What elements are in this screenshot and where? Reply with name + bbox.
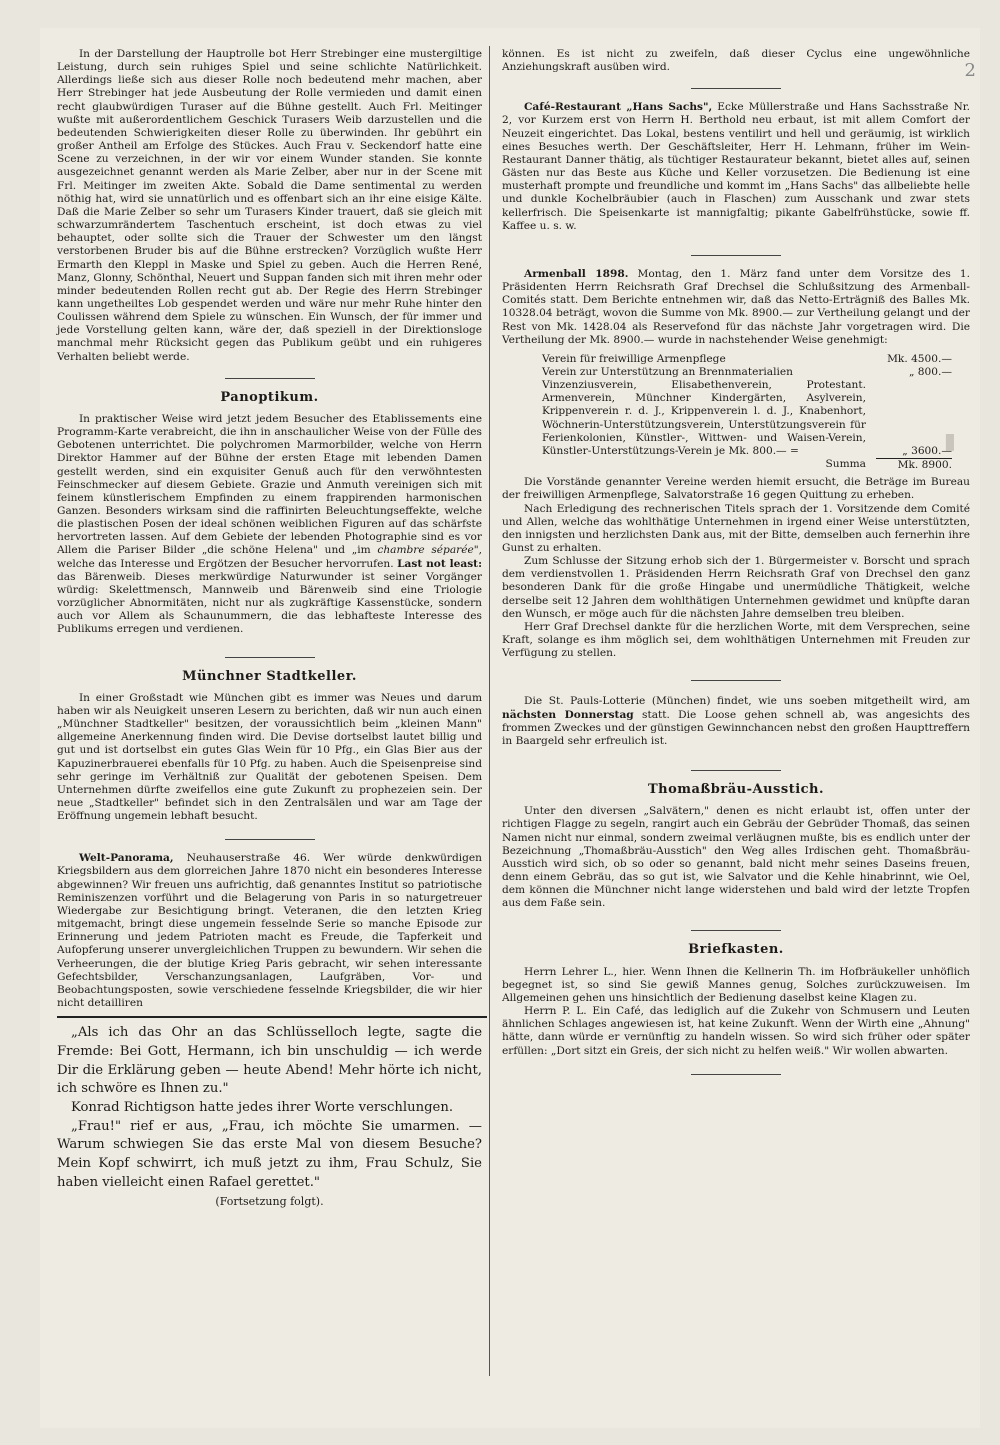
briefkasten-heading: Briefkasten. xyxy=(688,942,784,958)
distribution-amount: „ 3600.— xyxy=(902,444,952,457)
panoptikum-text-part: das Bärenweib. Dieses merkwürdige Naturwunder ist seiner Vorgänger würdig: Skelettmensch, Mannweib und Bärenweib sind eine Triologie vorzüglicher Abnormitäten, nicht nur als zugkräftige Kassenstücke, sondern auch vor Allem als Schaunummern, die das lebhafteste Interesse des Publikums erregen und verdienen. xyxy=(57,570,482,636)
stadtkeller-heading: Münchner Stadtkeller. xyxy=(182,668,357,684)
distribution-row xyxy=(542,353,952,366)
section-separator xyxy=(691,255,781,256)
distribution-label: Verein zur Unterstützung an Brennmaterialien xyxy=(542,365,793,378)
newspaper-page xyxy=(40,28,980,1428)
distribution-label: Vinzenziusverein, Elisabethenverein, Protestant. Armenverein, Münchner Kindergärten, Asylverein, Krippenverein r. d. J., Krippenverein l. d. J., Knabenhort, Wöchnerin-Unterstützungsverein, Unterstützungsverein für Ferienkolonien, Künstler-, Wittwen- und Waisen-Verein, Künstler-Unterstützungs-Verein je Mk. 800.— = xyxy=(542,379,866,457)
section-separator xyxy=(225,378,315,379)
panoptikum-heading: Panoptikum. xyxy=(220,389,319,405)
armenball-paragraph: Zum Schlusse der Sitzung erhob sich der 1. Bürgermeister v. Borscht und sprach dem verdienstvollen 1. Präsidenden Herrn Reichsrath Graf von Drechsel den ganz besonderen Dank für die große Hingabe und unermüdliche Thätigkeit, welche derselbe seit 12 Jahren dem wohlthätigen Unternehmen gewidmet und knüpfte daran den Wunsch, er möge auch für die nächsten Jahre demselben treu bleiben. xyxy=(502,555,970,620)
section-separator xyxy=(691,1074,781,1075)
section-separator xyxy=(691,88,781,89)
section-separator xyxy=(691,770,781,771)
left-column xyxy=(57,48,482,1209)
lotterie-bold: nächsten Donnerstag xyxy=(502,708,634,721)
panoptikum-text-part: In praktischer Weise wird jetzt jedem Besucher des Etablissements eine Programm-Karte verabreicht, die ihn in anschaulicher Weise von der Fülle des Gebotenen unterrichtet. Die polychromen Marmorbilder, welche von Herrn Direktor Hammer auf der Bühne der ersten Etage mit lebenden Damen gestellt werden, sind ein exquisiter Genuß auch für den verwöhntesten Feinschmecker auf diesem Gebiete. Grazie und Anmuth vereinigen sich mit feinem künstlerischem Empfinden zu einem frappirenden harmonischen Ganzen. Besonders wirksam sind die raffinirten Beleuchtungseffekte, welche die plastischen Posen der ideal schönen weiblichen Figuren auf das schärfste hervortreten lassen. Auf dem Gebiete der lebenden Photographie sind es vor Allem die Pariser Bilder „die schöne Helena" und „im xyxy=(57,412,482,557)
continuation-note: (Fortsetzung folgt). xyxy=(215,1195,324,1209)
feuilleton-rule xyxy=(57,1016,487,1018)
cafe-text xyxy=(502,101,970,233)
column-divider xyxy=(489,46,490,1376)
cafe-body: Ecke Müllerstraße und Hans Sachsstraße Nr. 2, vor Kurzem erst von Herrn H. Berthold neu erbaut, ist mit allem Comfort der Neuzeit eingerichtet. Das Lokal, bestens ventilirt und hell und geräumig, ist wirklich eines Besuches werth. Der Geschäftsleiter, Herr H. Lehmann, früher im Wein-Restaurant Danner thätig, als tüchtiger Restaurateur bekannt, bietet alles auf, seinen Gästen nur das Beste aus Küche und Keller vorzusetzen. Die Bedienung ist eine musterhaft prompte und freundliche und kommt im „Hans Sachs" das allbeliebte helle und dunkle Kochelbräubier (auch in Flaschen) zum Ausschank und zwar stets kellerfrisch. Die Speisenkarte ist mannigfaltig; pikante Gabelfrühstücke, sowie ff. Kaffee u. s. w. xyxy=(502,101,970,232)
lotterie-text xyxy=(502,695,970,748)
right-column xyxy=(502,48,970,1087)
distribution-amount: „ 800.— xyxy=(908,365,952,378)
section-separator xyxy=(225,839,315,840)
welt-panorama-text xyxy=(57,852,482,1010)
armenball-paragraph: Die Vorstände genannter Vereine werden hiemit ersucht, die Beträge im Bureau der freiwilligen Armenpflege, Salvatorstraße 16 gegen Quittung zu erheben. xyxy=(502,476,970,502)
sum-label: Summa xyxy=(825,458,866,471)
section-separator xyxy=(225,657,315,658)
distribution-row xyxy=(542,379,952,458)
armenball-paragraph: Herr Graf Drechsel dankte für die herzlichen Worte, mit dem Versprechen, seine Kraft, solange es ihm möglich sei, dem wohlthätigen Unternehmen mit Freuden zur Verfügung zu stellen. xyxy=(502,620,970,660)
armenball-paragraph: Nach Erledigung des rechnerischen Titels sprach der 1. Vorsitzende dem Comité und Allen, welche das wohlthätige Unternehmen in irgend einer Weise unterstützten, den innigsten und herzlichsten Dank aus, mit der Bitte, demselben auch fernerhin ihre Gunst zu erhalten. xyxy=(502,502,970,554)
story-paragraph: „Frau!" rief er aus, „Frau, ich möchte Sie umarmen. — Warum schwiegen Sie das erste Mal von diesem Besuche? Mein Kopf schwirrt, ich muß jetzt zu ihm, Frau Schulz, Sie haben vielleicht einen Rafael gerettet." xyxy=(57,1118,482,1190)
distribution-amount: Mk. 4500.— xyxy=(887,352,952,365)
story-paragraph: „Als ich das Ohr an das Schlüsselloch legte, sagte die Fremde: Bei Gott, Hermann, ich bin unschuldig — ich werde Dir die Erklärung geben — heute Abend! Mehr hörte ich nicht, ich schwöre es Ihnen zu." xyxy=(57,1025,482,1097)
panoptikum-text-part: ", welche das Interesse und Ergötzen der Besucher hervorrufen. xyxy=(57,544,482,570)
section-separator xyxy=(691,680,781,681)
welt-panorama-runin: Welt-Panorama, xyxy=(79,852,174,865)
lotterie-text-part: statt. Die Loose gehen schnell ab, was angesichts des frommen Zweckes und der günstigen Gewinnchancen nebst den großen Haupttreffern in Baargeld sehr erfreulich ist. xyxy=(502,708,970,747)
stadtkeller-text: In einer Großstadt wie München gibt es immer was Neues und darum haben wir als Neuigkeit unseren Lesern zu berichten, daß wir nun auch einen „Münchner Stadtkeller" besitzen, der voraussichtlich beim „kleinen Mann" allgemeine Anerkennung finden wird. Die Devise dortselbst lautet billig und gut und ist dortselbst ein gutes Glas Wein für 10 Pfg., ein Glas Bier aus der Kapuzinerbrauerei ebenfalls für 10 Pfg. zu haben. Auch die Speisenpreise sind sehr geringe im Verhältniß zur Qualität der gebotenen Speisen. Dem Unternehmen dürfte zweifellos eine gute Zukunft zu prophezeien sein. Der neue „Stadtkeller" befindet sich in den Zentralsälen und war am Tage der Eröffnung ungemein lebhaft besucht. xyxy=(57,691,482,823)
lotterie-text-part: Die St. Pauls-Lotterie (München) findet, wie uns soeben mitgetheilt wird, am xyxy=(524,695,970,708)
armenball-text xyxy=(502,268,970,347)
cyclus-continuation: können. Es ist nicht zu zweifeln, daß dieser Cyclus eine ungewöhnliche Anziehungskraft ausüben wird. xyxy=(502,48,970,74)
briefkasten-reply: Herrn P. L. Ein Café, das lediglich auf die Zukehr von Schmusern und Leuten ähnlichen Schlages angewiesen ist, hat keine Zukunft. Wenn der Wirth eine „Ahnung" hätte, dann würde er vernünftig zu handeln wissen. So wird sich früher oder später erfüllen: „Dort sitzt ein Greis, der sich nicht zu helfen weiß." Wir wollen abwarten. xyxy=(502,1005,970,1057)
bleed-through-mark: ▮ xyxy=(943,428,958,454)
briefkasten-reply: Herrn Lehrer L., hier. Wenn Ihnen die Kellnerin Th. im Hofbräukeller unhöflich begegnet ist, so sind Sie gewiß Mannes genug, Solches zurückzuweisen. Im Allgemeinen gehen uns hinsichtlich der Bedienung daselbst keine Klagen zu. xyxy=(502,965,970,1004)
panoptikum-emphasis: chambre séparée xyxy=(377,544,474,557)
thomas-heading: Thomaßbräu-Ausstich. xyxy=(647,782,825,798)
feuilleton-story xyxy=(57,1024,482,1208)
welt-panorama-body: Neuhauserstraße 46. Wer würde denkwürdigen Kriegsbildern aus dem glorreichen Jahre 1870 nicht ein besonderes Interesse abgewinnen? Wir freuen uns aufrichtig, daß genanntes Institut so patriotische Reminiszenzen vorführt und die Belagerung von Paris in so naturgetreuer Wiedergabe zur Besichtigung bringt. Veteranen, die den letzten Krieg mitgemacht, bringt diese ungemein fesselnde Serie so manche Episode zur Erinnerung und jedem Patrioten macht es Freude, die Tapferkeit und Aufopferung unserer unvergleichlichen Truppen zu bewundern. Wir sehen die Verheerungen, die der blutige Krieg Paris gebracht, wir sehen interessante Gefechtsbilder, Verschanzungsanlagen, Laufgräben, Vor- und Beobachtungsposten, sowie verschiedene fesselnde Kriegsbilder, die wir hier nicht detailliren xyxy=(57,852,482,1009)
thomas-text: Unter den diversen „Salvätern," denen es nicht erlaubt ist, offen unter der richtigen Flagge zu segeln, rangirt auch ein Gebräu der Gebrüder Thomaß, das seinen Namen nicht nur einmal, sondern zweimal verläugnen mußte, bis es endlich unter der Bezeichnung „Thomaßbräu-Ausstich" den Weg alles Irdischen geht. Thomaßbräu-Ausstich wird sich, ob so oder so genannt, bald nicht mehr seines Daseins freuen, denn einem Gebräu, das so gut ist, wie Salvator und die Kehle hinabrinnt, wie Oel, dem können die Münchner nicht lange widerstehen und bald wird der letzte Tropfen aus dem Faße sein. xyxy=(502,805,970,910)
distribution-label: Verein für freiwillige Armenpflege xyxy=(542,352,726,365)
panoptikum-text xyxy=(57,413,482,637)
theater-review-paragraph: In der Darstellung der Hauptrolle bot Herr Strebinger eine mustergiltige Leistung, durch sein ruhiges Spiel und seine schlichte Natürlichkeit. Allerdings ließe sich aus dieser Rolle noch bedeutend mehr machen, aber Herr Strebinger hat jede Ausbeutung der Rolle vermieden und damit einen recht glaubwürdigen Turaser auf die Bühne gestellt. Auch Frl. Meitinger wußte mit außerordentlichem Geschick Turasers Weib darzustellen und die bedeutenden Schwierigkeiten dieser Rolle zu überwinden. Ihr gebührt ein großer Antheil am Erfolge des Stückes. Auch Frau v. Seckendorf hatte eine Scene zu verzeichnen, in der wir vor einem Wunder standen. Sie konnte ausgezeichnet genannt werden als Marie Zelber, aber nur in der Scene mit Frl. Meitinger im zweiten Akte. Sobald die Dame sentimental zu werden nöthig hat, wird sie unnatürlich und es offenbart sich an ihr eine eisige Kälte. Daß die Marie Zelber so sehr um Turasers Kinder trauert, daß sie gleich mit schwarzumrändertem Taschentuch erscheint, ist doch etwas zu viel behauptet, oder sollte sich die Trauer der Schwester um den längst verstorbenen Bruder bis auf die Bühne erstrecken? Vorzüglich wußte Herr Ermarth den Kleppl in Maske und Spiel zu geben. Auch die Herren René, Manz, Glonny, Schönthal, Neuert und Suppan fanden sich mit ihren mehr oder minder bedeutenden Rollen recht gut ab. Der Regie des Herrn Strebinger kann ungetheiltes Lob gespendet werden und wäre nur mehr Ruhe hinter den Coulissen während dem Spiele zu wünschen. Ein Wunsch, der für immer und jede Vorstellung gelten kann, wäre der, daß speziell in der Direktionsloge manchmal mehr Rücksicht gegen das Publikum geübt und ein ruhigeres Verhalten beliebt werde. xyxy=(57,48,482,363)
distribution-sum xyxy=(542,458,952,472)
cafe-runin: Café-Restaurant „Hans Sachs", xyxy=(524,101,713,114)
distribution-list xyxy=(542,353,952,472)
page-number: 2 xyxy=(964,60,976,81)
section-separator xyxy=(691,930,781,931)
armenball-body: Montag, den 1. März fand unter dem Vorsitze des 1. Präsidenten Herrn Reichsrath Graf Drechsel die Schlußsitzung des Armenball-Comités statt. Dem Berichte entnehmen wir, daß das Netto-Erträgniß des Balles Mk. 10328.04 beträgt, wovon die Summe von Mk. 8900.— zur Vertheilung gelangt und der Rest von Mk. 1428.04 als Reservefond für das nächste Jahr vorgetragen wird. Die Vertheilung der Mk. 8900.— wurde in nachstehender Weise genehmigt: xyxy=(502,267,970,346)
distribution-row xyxy=(542,366,952,379)
panoptikum-bold: Last not least: xyxy=(397,557,482,570)
story-paragraph: Konrad Richtigson hatte jedes ihrer Worte verschlungen. xyxy=(71,1099,454,1115)
sum-amount: Mk. 8900. xyxy=(876,458,952,472)
armenball-runin: Armenball 1898. xyxy=(524,267,629,280)
